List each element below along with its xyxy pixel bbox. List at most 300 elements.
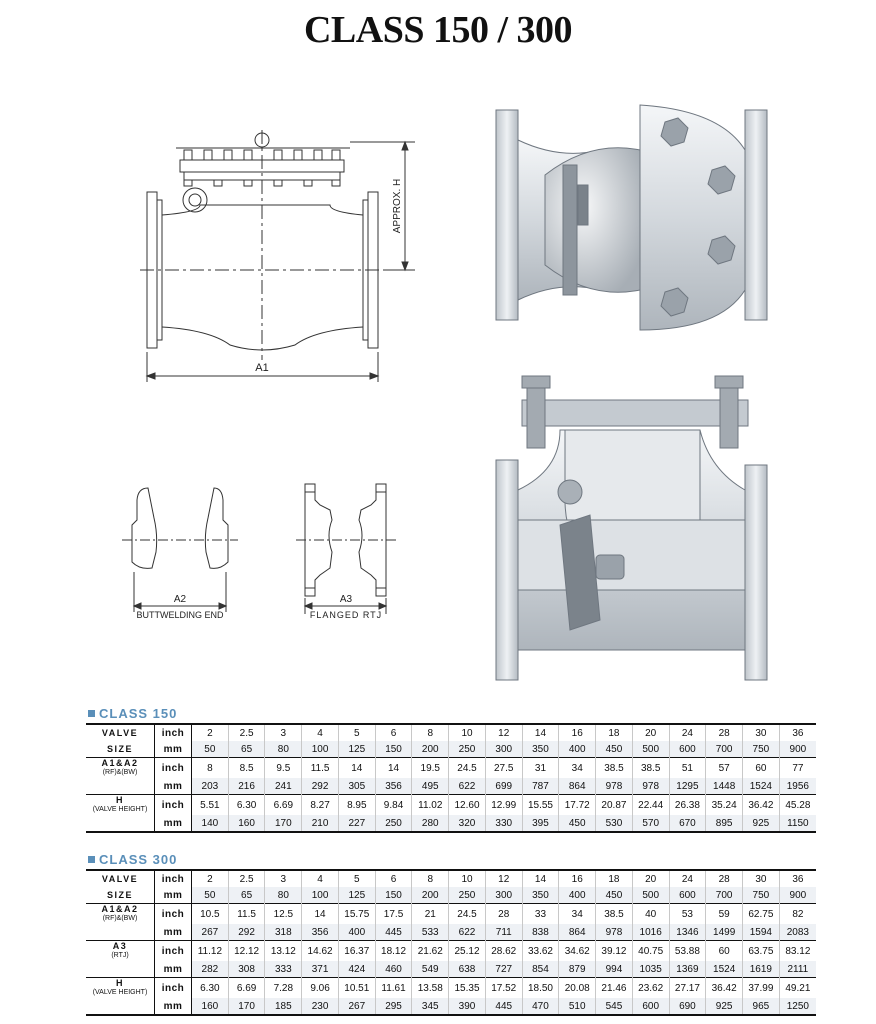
value-cell: 470 [522, 998, 559, 1015]
value-cell: 19.5 [412, 758, 449, 779]
value-cell: 34.62 [559, 941, 596, 962]
row-label [86, 870, 155, 887]
value-cell: 250 [449, 887, 486, 904]
value-cell: 292 [302, 778, 339, 795]
value-cell: 11.12 [192, 941, 229, 962]
value-cell: 350 [522, 887, 559, 904]
value-cell: 600 [669, 887, 706, 904]
value-cell: 125 [338, 887, 375, 904]
value-cell: 11.02 [412, 795, 449, 816]
value-cell: 80 [265, 741, 302, 758]
value-cell: 400 [559, 887, 596, 904]
value-cell: 925 [706, 998, 743, 1015]
value-cell: 14 [522, 870, 559, 887]
value-cell: 241 [265, 778, 302, 795]
value-cell: 34 [559, 758, 596, 779]
value-cell: 150 [375, 741, 412, 758]
value-cell: 200 [412, 887, 449, 904]
value-cell: 10 [449, 724, 486, 741]
value-cell: 14 [375, 758, 412, 779]
value-cell: 978 [596, 778, 633, 795]
table-row [86, 904, 816, 925]
value-cell: 12 [485, 724, 522, 741]
value-cell: 6.30 [228, 795, 265, 816]
value-cell: 5.51 [192, 795, 229, 816]
value-cell: 36.42 [706, 978, 743, 999]
value-cell: 305 [338, 778, 375, 795]
value-cell: 670 [669, 815, 706, 832]
value-cell: 53.88 [669, 941, 706, 962]
table-row [86, 941, 816, 962]
value-cell: 24 [669, 870, 706, 887]
row-label [86, 815, 155, 832]
valve-render-side-cutaway [496, 376, 767, 680]
table-row [86, 795, 816, 816]
value-cell: 3 [265, 870, 302, 887]
value-cell: 63.75 [743, 941, 780, 962]
value-cell: 82 [779, 904, 816, 925]
value-cell: 12.60 [449, 795, 486, 816]
value-cell: 838 [522, 924, 559, 941]
table-row [86, 998, 816, 1015]
value-cell: 622 [449, 778, 486, 795]
value-cell: 216 [228, 778, 265, 795]
value-cell: 15.75 [338, 904, 375, 925]
value-cell: 2.5 [228, 724, 265, 741]
value-cell: 371 [302, 961, 339, 978]
value-cell: 18.12 [375, 941, 412, 962]
value-cell: 140 [192, 815, 229, 832]
value-cell: 210 [302, 815, 339, 832]
value-cell: 2083 [779, 924, 816, 941]
value-cell: 170 [265, 815, 302, 832]
row-label [86, 758, 155, 779]
value-cell: 5 [338, 724, 375, 741]
value-cell: 345 [412, 998, 449, 1015]
row-sublabel: (RF)&(BW) [102, 915, 138, 922]
unit-cell: inch [155, 978, 192, 999]
unit-cell: inch [155, 724, 192, 741]
value-cell: 14 [522, 724, 559, 741]
caption-buttwelding-end: BUTTWELDING END [136, 610, 224, 620]
value-cell: 8 [412, 724, 449, 741]
value-cell: 700 [706, 741, 743, 758]
section-square-icon [88, 710, 95, 717]
value-cell: 23.62 [632, 978, 669, 999]
value-cell: 10 [449, 870, 486, 887]
value-cell: 400 [338, 924, 375, 941]
value-cell: 460 [375, 961, 412, 978]
value-cell: 854 [522, 961, 559, 978]
value-cell: 13.12 [265, 941, 302, 962]
value-cell: 13.58 [412, 978, 449, 999]
value-cell: 10.5 [192, 904, 229, 925]
value-cell: 1448 [706, 778, 743, 795]
value-cell: 17.52 [485, 978, 522, 999]
row-label [86, 795, 155, 816]
value-cell: 28 [485, 904, 522, 925]
value-cell: 12 [485, 870, 522, 887]
row-label [86, 904, 155, 925]
row-label [86, 778, 155, 795]
value-cell: 25.12 [449, 941, 486, 962]
value-cell: 50 [192, 887, 229, 904]
value-cell: 17.72 [559, 795, 596, 816]
value-cell: 1619 [743, 961, 780, 978]
value-cell: 879 [559, 961, 596, 978]
value-cell: 28 [706, 724, 743, 741]
value-cell: 2 [192, 870, 229, 887]
value-cell: 6 [375, 724, 412, 741]
unit-cell: mm [155, 998, 192, 1015]
value-cell: 18 [596, 870, 633, 887]
unit-cell: mm [155, 741, 192, 758]
dimension-label-a2: A2 [173, 594, 187, 605]
value-cell: 978 [632, 778, 669, 795]
row-label [86, 924, 155, 941]
value-cell: 4 [302, 724, 339, 741]
value-cell: 24.5 [449, 904, 486, 925]
value-cell: 22.44 [632, 795, 669, 816]
value-cell: 28.62 [485, 941, 522, 962]
value-cell: 50 [192, 741, 229, 758]
value-cell: 49.21 [779, 978, 816, 999]
row-label [86, 941, 155, 962]
value-cell: 1524 [706, 961, 743, 978]
value-cell: 227 [338, 815, 375, 832]
value-cell: 1956 [779, 778, 816, 795]
value-cell: 8 [192, 758, 229, 779]
value-cell: 445 [375, 924, 412, 941]
value-cell: 51 [669, 758, 706, 779]
value-cell: 750 [743, 741, 780, 758]
unit-cell: inch [155, 795, 192, 816]
unit-cell: mm [155, 887, 192, 904]
value-cell: 450 [596, 741, 633, 758]
value-cell: 24.5 [449, 758, 486, 779]
unit-cell: inch [155, 758, 192, 779]
value-cell: 2 [192, 724, 229, 741]
value-cell: 53 [669, 904, 706, 925]
value-cell: 35.24 [706, 795, 743, 816]
value-cell: 308 [228, 961, 265, 978]
value-cell: 59 [706, 904, 743, 925]
value-cell: 21.46 [596, 978, 633, 999]
value-cell: 330 [485, 815, 522, 832]
value-cell: 2.5 [228, 870, 265, 887]
value-cell: 350 [522, 741, 559, 758]
value-cell: 1499 [706, 924, 743, 941]
value-cell: 230 [302, 998, 339, 1015]
value-cell: 8.5 [228, 758, 265, 779]
row-label-text: VALVE [101, 874, 139, 884]
value-cell: 300 [485, 741, 522, 758]
value-cell: 864 [559, 924, 596, 941]
value-cell: 83.12 [779, 941, 816, 962]
value-cell: 267 [338, 998, 375, 1015]
value-cell: 727 [485, 961, 522, 978]
value-cell: 100 [302, 887, 339, 904]
value-cell: 395 [522, 815, 559, 832]
value-cell: 36 [779, 724, 816, 741]
value-cell: 200 [412, 741, 449, 758]
value-cell: 37.99 [743, 978, 780, 999]
page-title: CLASS 150 / 300 [303, 9, 573, 51]
value-cell: 12.5 [265, 904, 302, 925]
value-cell: 711 [485, 924, 522, 941]
value-cell: 320 [449, 815, 486, 832]
row-sublabel: (RTJ) [111, 952, 129, 959]
value-cell: 11.5 [302, 758, 339, 779]
row-label-text: SIZE [106, 890, 133, 900]
class-300-heading [88, 852, 177, 867]
value-cell: 500 [632, 741, 669, 758]
value-cell: 6.69 [265, 795, 302, 816]
value-cell: 295 [375, 998, 412, 1015]
unit-cell: mm [155, 815, 192, 832]
row-sublabel: (RF)&(BW) [102, 769, 138, 776]
class-150-heading [88, 706, 177, 721]
value-cell: 356 [302, 924, 339, 941]
row-label [86, 961, 155, 978]
value-cell: 638 [449, 961, 486, 978]
value-cell: 5 [338, 870, 375, 887]
value-cell: 8.95 [338, 795, 375, 816]
value-cell: 250 [449, 741, 486, 758]
value-cell: 11.5 [228, 904, 265, 925]
value-cell: 965 [743, 998, 780, 1015]
row-label [86, 998, 155, 1015]
row-label-text: SIZE [106, 744, 133, 754]
class-150-heading-text: CLASS 150 [99, 706, 178, 721]
value-cell: 690 [669, 998, 706, 1015]
value-cell: 26.38 [669, 795, 706, 816]
row-label-text: VALVE [101, 728, 139, 738]
class-300-table [86, 869, 816, 1016]
value-cell: 530 [596, 815, 633, 832]
value-cell: 39.12 [596, 941, 633, 962]
value-cell: 20.87 [596, 795, 633, 816]
line-drawing-main [140, 130, 415, 382]
value-cell: 3 [265, 724, 302, 741]
value-cell: 4 [302, 870, 339, 887]
value-cell: 21.62 [412, 941, 449, 962]
class-300-heading-text: CLASS 300 [99, 852, 178, 867]
value-cell: 16 [559, 870, 596, 887]
value-cell: 1150 [779, 815, 816, 832]
row-sublabel: (VALVE HEIGHT) [92, 989, 148, 996]
value-cell: 160 [228, 815, 265, 832]
unit-cell: inch [155, 941, 192, 962]
row-sublabel: (VALVE HEIGHT) [92, 806, 148, 813]
value-cell: 33.62 [522, 941, 559, 962]
value-cell: 6 [375, 870, 412, 887]
row-label [86, 887, 155, 904]
value-cell: 18.50 [522, 978, 559, 999]
unit-cell: mm [155, 924, 192, 941]
value-cell: 925 [743, 815, 780, 832]
value-cell: 45.28 [779, 795, 816, 816]
value-cell: 8 [412, 870, 449, 887]
value-cell: 622 [449, 924, 486, 941]
unit-cell: mm [155, 778, 192, 795]
value-cell: 24 [669, 724, 706, 741]
value-cell: 900 [779, 741, 816, 758]
value-cell: 2111 [779, 961, 816, 978]
row-label-text: A1&A2 [101, 904, 139, 914]
value-cell: 18 [596, 724, 633, 741]
value-cell: 333 [265, 961, 302, 978]
table-row [86, 870, 816, 887]
caption-flanged-rtj: FLANGED RTJ [309, 610, 383, 620]
value-cell: 33 [522, 904, 559, 925]
value-cell: 65 [228, 887, 265, 904]
value-cell: 20.08 [559, 978, 596, 999]
value-cell: 900 [779, 887, 816, 904]
value-cell: 77 [779, 758, 816, 779]
value-cell: 978 [596, 924, 633, 941]
row-label-text: H [116, 978, 124, 988]
table-row [86, 741, 816, 758]
value-cell: 14.62 [302, 941, 339, 962]
value-cell: 1524 [743, 778, 780, 795]
value-cell: 570 [632, 815, 669, 832]
table-row [86, 815, 816, 832]
value-cell: 203 [192, 778, 229, 795]
value-cell: 600 [669, 741, 706, 758]
value-cell: 160 [192, 998, 229, 1015]
table-row [86, 887, 816, 904]
section-square-icon [88, 856, 95, 863]
dimension-label-a3: A3 [339, 594, 353, 605]
value-cell: 100 [302, 741, 339, 758]
value-cell: 31 [522, 758, 559, 779]
value-cell: 1369 [669, 961, 706, 978]
value-cell: 27.17 [669, 978, 706, 999]
value-cell: 16.37 [338, 941, 375, 962]
value-cell: 30 [743, 870, 780, 887]
value-cell: 445 [485, 998, 522, 1015]
value-cell: 1250 [779, 998, 816, 1015]
value-cell: 57 [706, 758, 743, 779]
value-cell: 282 [192, 961, 229, 978]
value-cell: 16 [559, 724, 596, 741]
value-cell: 400 [559, 741, 596, 758]
row-label-text: H [116, 795, 124, 805]
value-cell: 864 [559, 778, 596, 795]
value-cell: 12.12 [228, 941, 265, 962]
dimension-label-h: APPROX. H [392, 178, 403, 234]
value-cell: 36.42 [743, 795, 780, 816]
value-cell: 40.75 [632, 941, 669, 962]
value-cell: 1295 [669, 778, 706, 795]
value-cell: 170 [228, 998, 265, 1015]
value-cell: 600 [632, 998, 669, 1015]
value-cell: 750 [743, 887, 780, 904]
value-cell: 21 [412, 904, 449, 925]
value-cell: 450 [596, 887, 633, 904]
value-cell: 533 [412, 924, 449, 941]
table-row [86, 778, 816, 795]
value-cell: 185 [265, 998, 302, 1015]
value-cell: 38.5 [596, 904, 633, 925]
unit-cell: mm [155, 961, 192, 978]
table-row [86, 961, 816, 978]
value-cell: 318 [265, 924, 302, 941]
value-cell: 80 [265, 887, 302, 904]
value-cell: 787 [522, 778, 559, 795]
value-cell: 699 [485, 778, 522, 795]
value-cell: 510 [559, 998, 596, 1015]
value-cell: 150 [375, 887, 412, 904]
value-cell: 895 [706, 815, 743, 832]
unit-cell: inch [155, 870, 192, 887]
table-row [86, 758, 816, 779]
value-cell: 356 [375, 778, 412, 795]
value-cell: 14 [338, 758, 375, 779]
unit-cell: inch [155, 904, 192, 925]
value-cell: 6.69 [228, 978, 265, 999]
value-cell: 390 [449, 998, 486, 1015]
value-cell: 9.06 [302, 978, 339, 999]
value-cell: 15.35 [449, 978, 486, 999]
value-cell: 27.5 [485, 758, 522, 779]
value-cell: 15.55 [522, 795, 559, 816]
value-cell: 28 [706, 870, 743, 887]
row-label [86, 741, 155, 758]
dimension-label-a1: A1 [255, 362, 269, 374]
value-cell: 36 [779, 870, 816, 887]
row-label-text: A1&A2 [101, 758, 139, 768]
value-cell: 267 [192, 924, 229, 941]
value-cell: 14 [302, 904, 339, 925]
value-cell: 30 [743, 724, 780, 741]
value-cell: 10.51 [338, 978, 375, 999]
row-label [86, 724, 155, 741]
value-cell: 65 [228, 741, 265, 758]
valve-render-front-cutaway [496, 105, 767, 330]
value-cell: 9.84 [375, 795, 412, 816]
value-cell: 6.30 [192, 978, 229, 999]
table-row [86, 924, 816, 941]
value-cell: 1035 [632, 961, 669, 978]
value-cell: 12.99 [485, 795, 522, 816]
value-cell: 9.5 [265, 758, 302, 779]
value-cell: 1594 [743, 924, 780, 941]
value-cell: 549 [412, 961, 449, 978]
value-cell: 20 [632, 870, 669, 887]
table-row [86, 724, 816, 741]
value-cell: 250 [375, 815, 412, 832]
value-cell: 11.61 [375, 978, 412, 999]
class-150-table [86, 723, 816, 833]
value-cell: 545 [596, 998, 633, 1015]
value-cell: 280 [412, 815, 449, 832]
value-cell: 60 [706, 941, 743, 962]
value-cell: 34 [559, 904, 596, 925]
value-cell: 500 [632, 887, 669, 904]
value-cell: 1346 [669, 924, 706, 941]
value-cell: 62.75 [743, 904, 780, 925]
value-cell: 40 [632, 904, 669, 925]
value-cell: 300 [485, 887, 522, 904]
value-cell: 292 [228, 924, 265, 941]
value-cell: 17.5 [375, 904, 412, 925]
value-cell: 424 [338, 961, 375, 978]
value-cell: 38.5 [596, 758, 633, 779]
row-label [86, 978, 155, 999]
value-cell: 495 [412, 778, 449, 795]
